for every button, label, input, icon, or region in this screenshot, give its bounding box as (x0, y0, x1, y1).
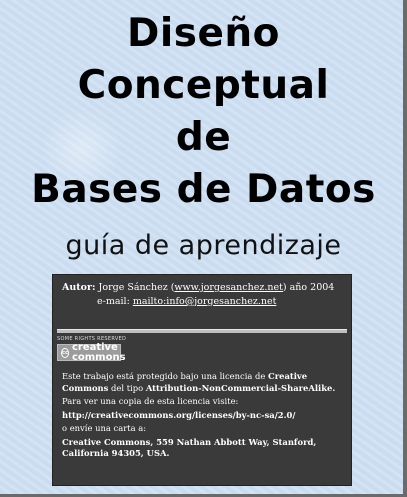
email-line (97, 295, 276, 309)
license-text (62, 371, 350, 460)
license-intro-text-2: del tipo (108, 382, 146, 393)
license-address (62, 437, 350, 460)
license-intro (62, 371, 350, 394)
license-address-text: Creative Commons, 559 Nathan Abbott Way, Stanford, California 94305, USA. (62, 436, 317, 458)
author-year: ) año 2004 (282, 282, 335, 293)
creative-commons-icon: cc (62, 349, 68, 356)
license-url-text: http://creativecommons.org/licenses/by-nc-sa/2.0/ (62, 409, 296, 420)
title-line-4: Bases de Datos (31, 167, 376, 212)
creative-commons-badge[interactable] (57, 336, 127, 363)
divider (57, 329, 347, 333)
license-letter-text: o envíe una carta a: (62, 423, 147, 433)
author-website-link[interactable]: www.jorgesanchez.net (174, 282, 283, 293)
title-line-1: Diseño (127, 11, 280, 56)
author-name: Jorge Sánchez ( (98, 282, 175, 293)
author-label: Autor: (62, 282, 96, 293)
creative-commons-logo (57, 341, 126, 363)
document-title (0, 8, 407, 216)
license-visit-text: Para ver una copia de esta licencia visite: (62, 396, 239, 406)
credits-panel (52, 274, 352, 486)
license-url[interactable] (62, 410, 350, 422)
cc-wordmark: creative commons (71, 341, 126, 363)
title-line-2: Conceptual (77, 63, 330, 108)
author-line (62, 281, 334, 295)
title-line-3: de (175, 115, 232, 160)
document-subtitle: guía de aprendizaje (65, 230, 342, 261)
license-cc-name: Creative Commons (62, 371, 308, 393)
email-link[interactable]: mailto:info@jorgesanchez.net (132, 296, 277, 307)
license-intro-text: Este trabajo está protegido bajo una licencia de (62, 371, 269, 381)
license-type: Attribution-NonCommercial-ShareAlike. (145, 382, 336, 393)
cc-rights-text: SOME RIGHTS RESERVED (57, 336, 127, 342)
email-label: e-mail: (97, 296, 133, 307)
